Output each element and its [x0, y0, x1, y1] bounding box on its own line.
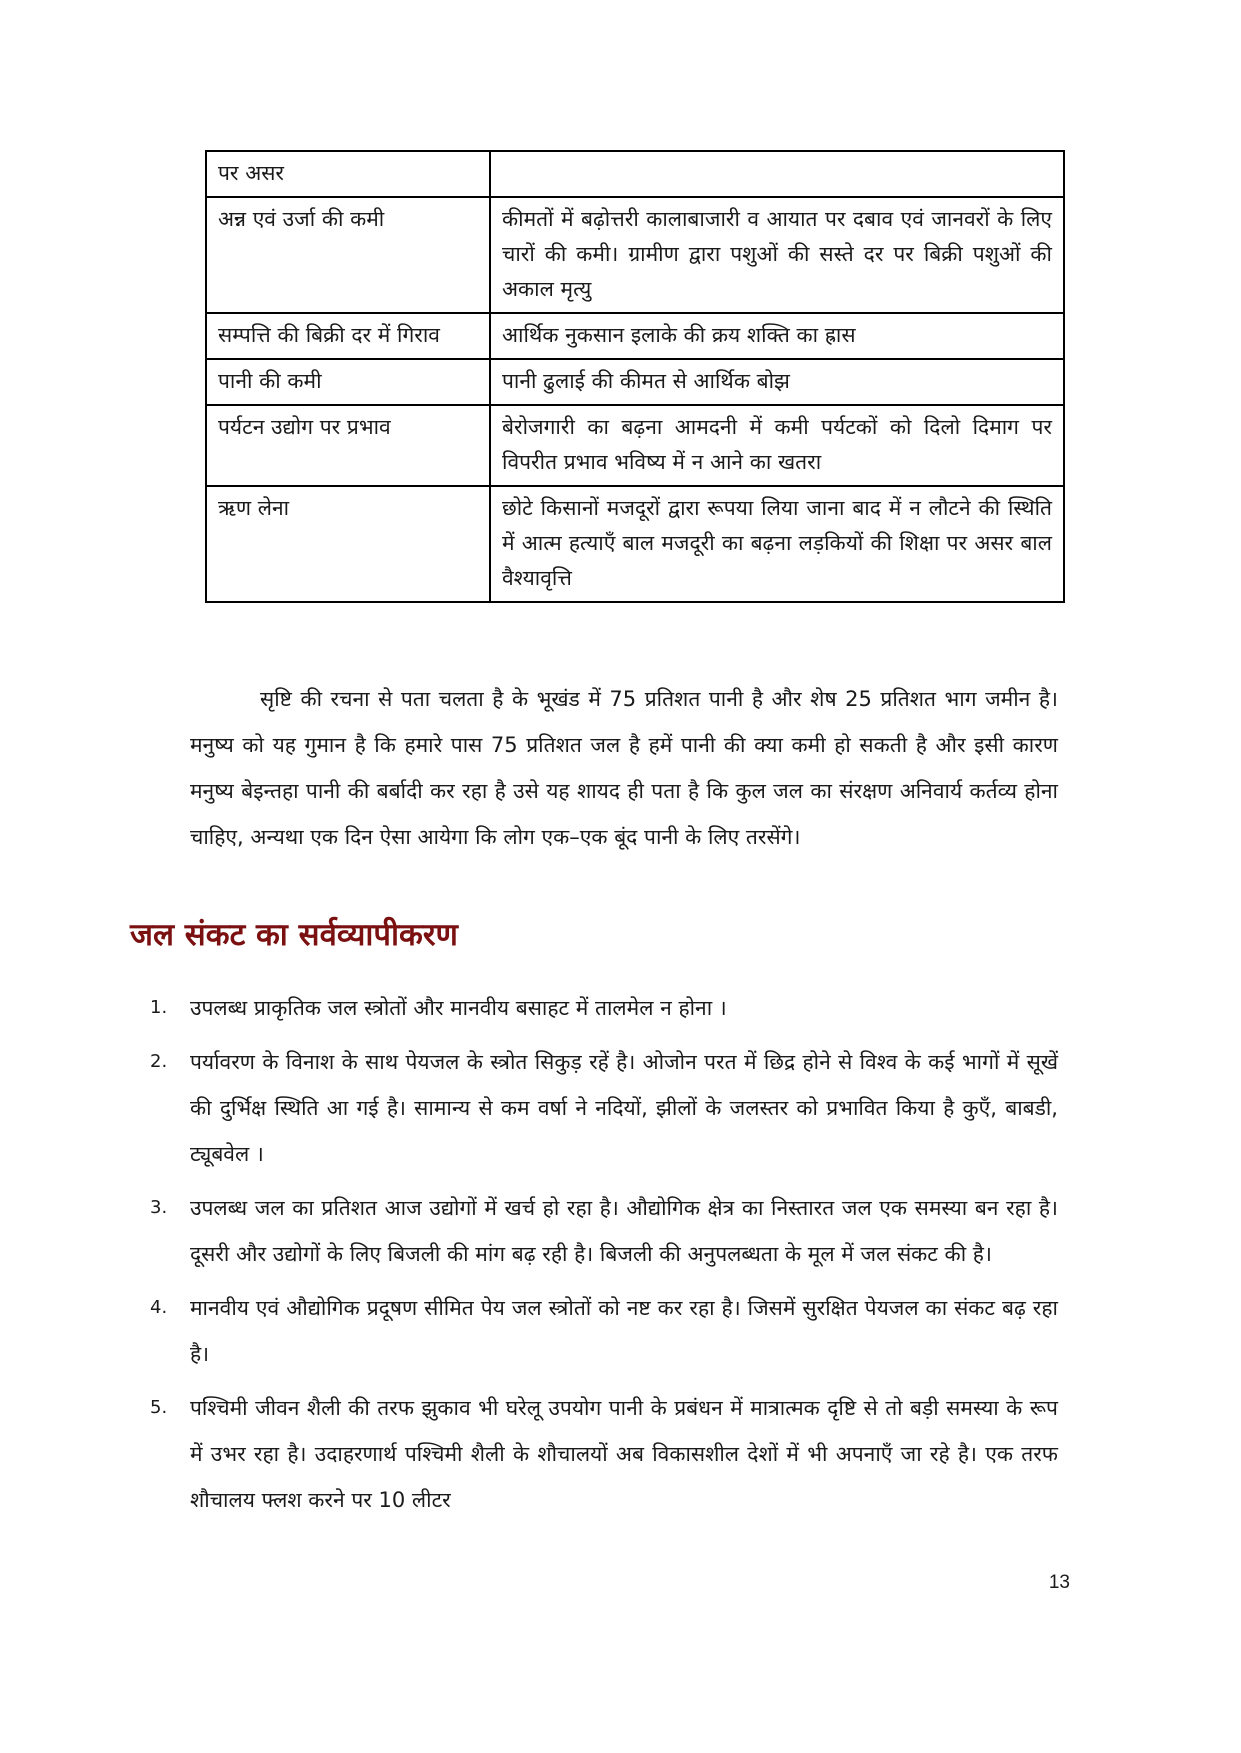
list-item	[150, 1185, 1058, 1277]
list-item	[150, 1385, 1058, 1523]
body-paragraph: सृष्टि की रचना से पता चलता है के भूखंड में 75 प्रतिशत पानी है और शेष 25 प्रतिशत भाग जमीन है। मनुष्य को यह गुमान है कि हमारे पास 75 प्रतिशत जल है हमें पानी की क्या कमी हो सकती है और इसी कारण मनुष्य बेइन्तहा पानी की बर्बादी कर रहा है उसे यह शायद ही पता है कि कुल जल का संरक्षण अनिवार्य कर्तव्य होना चाहिए, अन्यथा एक दिन ऐसा आयेगा कि लोग एक–एक बूंद पानी के लिए तरसेंगे।	[190, 687, 1058, 849]
table-row	[206, 197, 1064, 313]
table-row	[206, 405, 1064, 486]
page-number: 13	[1048, 1572, 1070, 1593]
table-row	[206, 359, 1064, 405]
table-cell: पर्यटन उद्योग पर प्रभाव	[206, 405, 490, 486]
table-cell: बेरोजगारी का बढ़ना आमदनी में कमी पर्यटकों को दिलो दिमाग पर विपरीत प्रभाव भविष्य में न आने का खतरा	[490, 405, 1064, 486]
table-cell: आर्थिक नुकसान इलाके की क्रय शक्ति का ह्रास	[490, 313, 1064, 359]
list-text: मानवीय एवं औद्योगिक प्रदूषण सीमित पेय जल स्त्रोतों को नष्ट कर रहा है। जिसमें सुरक्षित पेयजल का संकट बढ़ रहा है।	[190, 1296, 1058, 1366]
table-cell: कीमतों में बढ़ोत्तरी कालाबाजारी व आयात पर दबाव एवं जानवरों के लिए चारों की कमी। ग्रामीण द्वारा पशुओं की सस्ते दर पर बिक्री पशुओं की अकाल मृत्यु	[490, 197, 1064, 313]
section-heading: जल संकट का सर्वव्यापीकरण	[130, 917, 458, 953]
list-item	[150, 1039, 1058, 1177]
list-number: 3.	[150, 1197, 168, 1218]
table-row	[206, 313, 1064, 359]
list-text: पश्चिमी जीवन शैली की तरफ झुकाव भी घरेलू उपयोग पानी के प्रबंधन में मात्रात्मक दृष्टि से तो बड़ी समस्या के रूप में उभर रहा है। उदाहरणार्थ पश्चिमी शैली के शौचालयों अब विकासशील देशों में भी अपनाएँ जा रहे है। एक तरफ शौचालय फ्लश करने पर 10 लीटर	[190, 1396, 1058, 1512]
list-number: 1.	[150, 997, 168, 1018]
list-number: 4.	[150, 1297, 168, 1318]
list-number: 5.	[150, 1397, 168, 1418]
list-text: उपलब्ध प्राकृतिक जल स्त्रोतों और मानवीय बसाहट में तालमेल न होना ।	[190, 996, 727, 1020]
list-number: 2.	[150, 1051, 168, 1072]
table-row	[206, 486, 1064, 602]
table-cell: पानी की कमी	[206, 359, 490, 405]
list-text: उपलब्ध जल का प्रतिशत आज उद्योगों में खर्च हो रहा है। औद्योगिक क्षेत्र का निस्तारत जल एक समस्या बन रहा है। दूसरी और उद्योगों के लिए बिजली की मांग बढ़ रही है। बिजली की अनुपलब्धता के मूल में जल संकट की है।	[190, 1196, 1058, 1266]
table-cell: छोटे किसानों मजदूरों द्वारा रूपया लिया जाना बाद में न लौटने की स्थिति में आत्म हत्याएँ बाल मजदूरी का बढ़ना लड़कियों की शिक्षा पर असर बाल वैश्यावृत्ति	[490, 486, 1064, 602]
table-cell	[490, 151, 1064, 197]
table-cell: ऋण लेना	[206, 486, 490, 602]
numbered-list	[150, 985, 1058, 1531]
table-cell: पर असर	[206, 151, 490, 197]
table-row	[206, 151, 1064, 197]
table-cell: सम्पत्ति की बिक्री दर में गिराव	[206, 313, 490, 359]
list-item	[150, 1285, 1058, 1377]
table-cell: पानी ढुलाई की कीमत से आर्थिक बोझ	[490, 359, 1064, 405]
list-text: पर्यावरण के विनाश के साथ पेयजल के स्त्रोत सिकुड़ रहें है। ओजोन परत में छिद्र होने से विश्व के कई भागों में सूखें की दुर्भिक्ष स्थिति आ गई है। सामान्य से कम वर्षा ने नदियों, झीलों के जलस्तर को प्रभावित किया है कुएँ, बाबडी, ट्यूबवेल ।	[190, 1050, 1058, 1166]
table-cell: अन्न एवं उर्जा की कमी	[206, 197, 490, 313]
impact-table	[205, 150, 1065, 603]
list-item	[150, 985, 1058, 1031]
